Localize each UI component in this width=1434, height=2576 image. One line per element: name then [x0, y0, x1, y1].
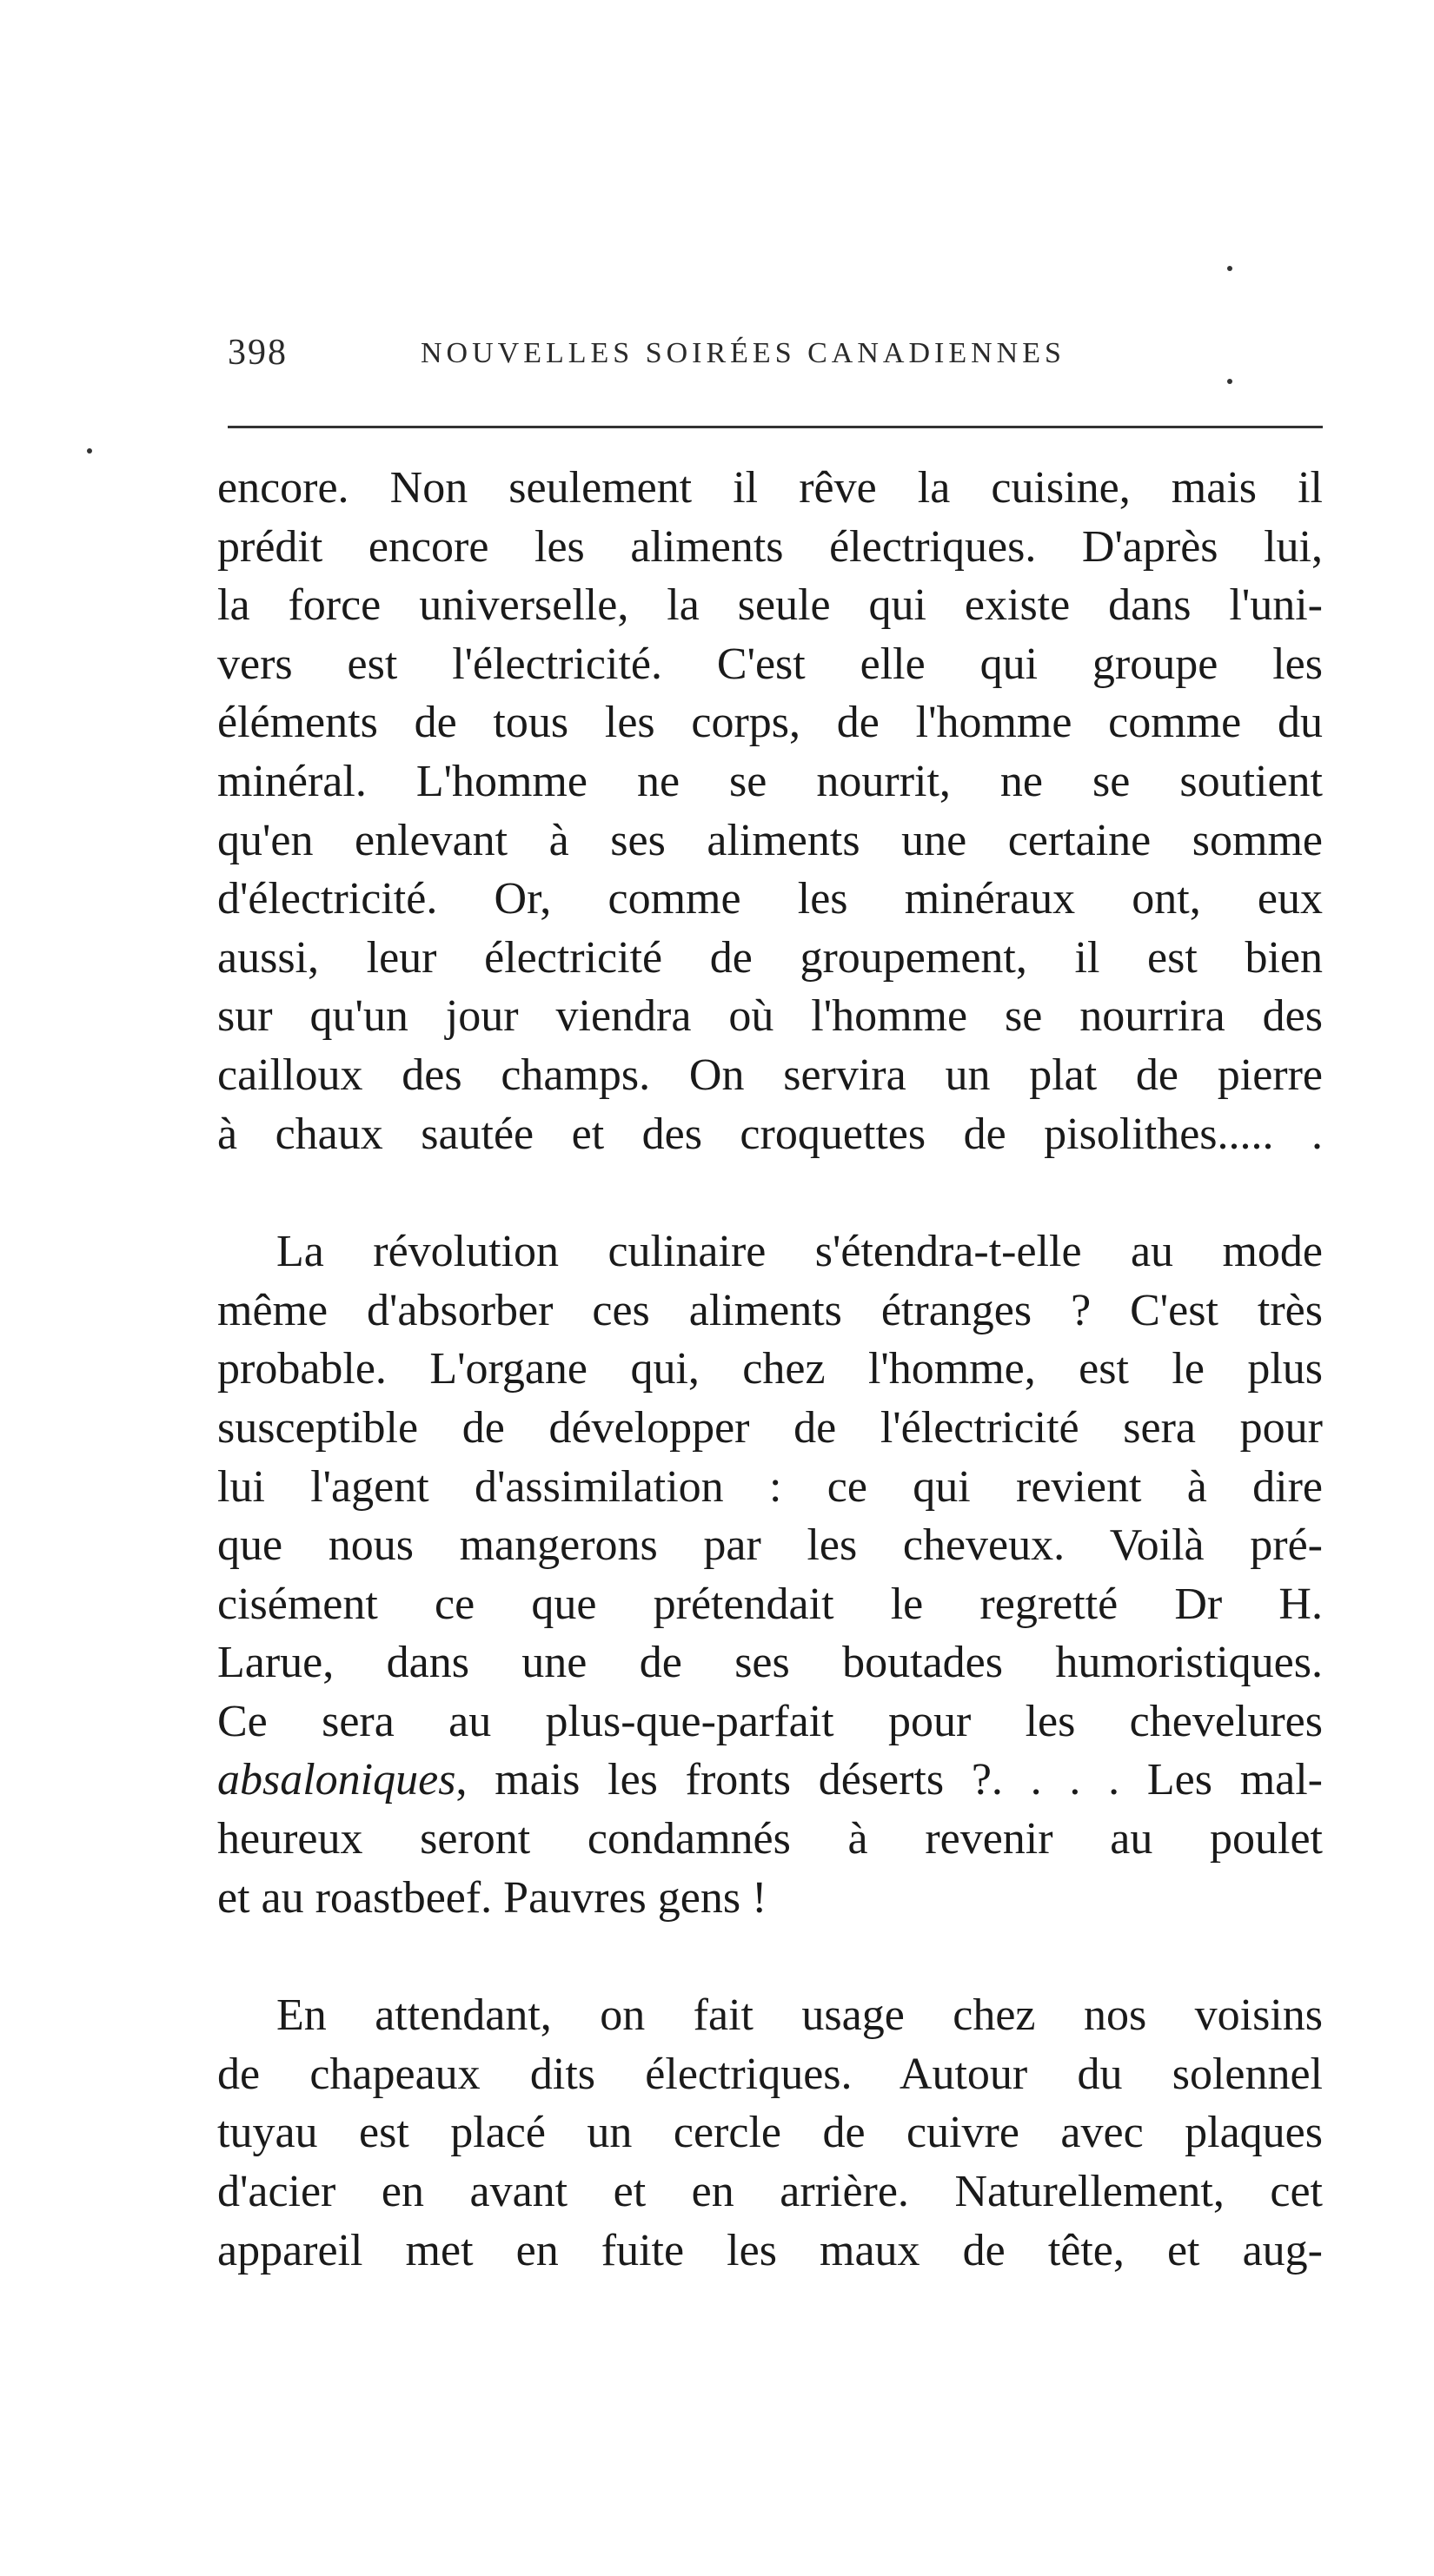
text-line: La révolution culinaire s'étendra-t-elle au mode [276, 1227, 1323, 1277]
italic-word: absaloniques [217, 1755, 456, 1805]
text-line: susceptible de développer de l'électricité sera pour [217, 1402, 1323, 1453]
text-line: heureux seront condamnés à revenir au poulet [217, 1814, 1323, 1864]
paragraph-3 [217, 1986, 1323, 2280]
paragraph-gap [217, 1163, 1323, 1222]
text-line: d'acier en avant et en arrière. Naturellement, cet [217, 2167, 1323, 2217]
text-line: En attendant, on fait usage chez nos voisins [276, 1990, 1323, 2041]
text-line: sur qu'un jour viendra où l'homme se nourrira des [217, 991, 1323, 1042]
text-line: même d'absorber ces aliments étranges ? C'est très [217, 1285, 1323, 1335]
text-line: à chaux sautée et des croquettes de pisolithes..... . [217, 1109, 1323, 1159]
print-speck [1227, 379, 1232, 384]
running-head [228, 332, 1318, 384]
text-line: d'électricité. Or, comme les minéraux ont, eux [217, 874, 1323, 924]
text-line: lui l'agent d'assimilation : ce qui revient à dire [217, 1461, 1323, 1512]
print-speck [1227, 266, 1232, 271]
running-title: NOUVELLES SOIRÉES CANADIENNES [421, 337, 1066, 369]
text-line: vers est l'électricité. C'est elle qui groupe les [217, 639, 1323, 689]
paragraph-1 [217, 459, 1323, 1163]
text-line: éléments de tous les corps, de l'homme comme du [217, 698, 1323, 748]
text-line: de chapeaux dits électriques. Autour du solennel [217, 2049, 1323, 2099]
text-line: encore. Non seulement il rêve la cuisine, mais il [217, 463, 1323, 513]
text-line-mixed [217, 1751, 1323, 1810]
text-line: minéral. L'homme ne se nourrit, ne se soutient [217, 756, 1323, 806]
text-line: cailloux des champs. On servira un plat de pierre [217, 1050, 1323, 1100]
text-fragment: , mais les fronts déserts ?. . . . Les mal- [455, 1755, 1323, 1805]
body-text [217, 459, 1323, 2280]
text-line: Larue, dans une de ses boutades humoristiques. [217, 1638, 1323, 1688]
header-rule [228, 426, 1323, 428]
text-line: probable. L'organe qui, chez l'homme, est le plus [217, 1344, 1323, 1394]
text-line: que nous mangerons par les cheveux. Voilà pré- [217, 1520, 1323, 1571]
text-line: prédit encore les aliments électriques. D'après lui, [217, 521, 1323, 572]
text-line: appareil met en fuite les maux de tête, et aug- [217, 2225, 1323, 2275]
text-line: aussi, leur électricité de groupement, il est bien [217, 932, 1323, 983]
print-speck [87, 448, 92, 454]
text-line: et au roastbeef. Pauvres gens ! [217, 1872, 767, 1923]
text-line: Ce sera au plus-que-parfait pour les chevelures [217, 1696, 1323, 1746]
text-line: cisément ce que prétendait le regretté Dr H. [217, 1579, 1323, 1629]
text-line: qu'en enlevant à ses aliments une certaine somme [217, 815, 1323, 865]
paragraph-2 [217, 1222, 1323, 1927]
text-line: la force universelle, la seule qui existe dans l'uni- [217, 580, 1323, 631]
paragraph-gap [217, 1927, 1323, 1986]
text-line: tuyau est placé un cercle de cuivre avec plaques [217, 2108, 1323, 2158]
page-number: 398 [228, 333, 288, 373]
